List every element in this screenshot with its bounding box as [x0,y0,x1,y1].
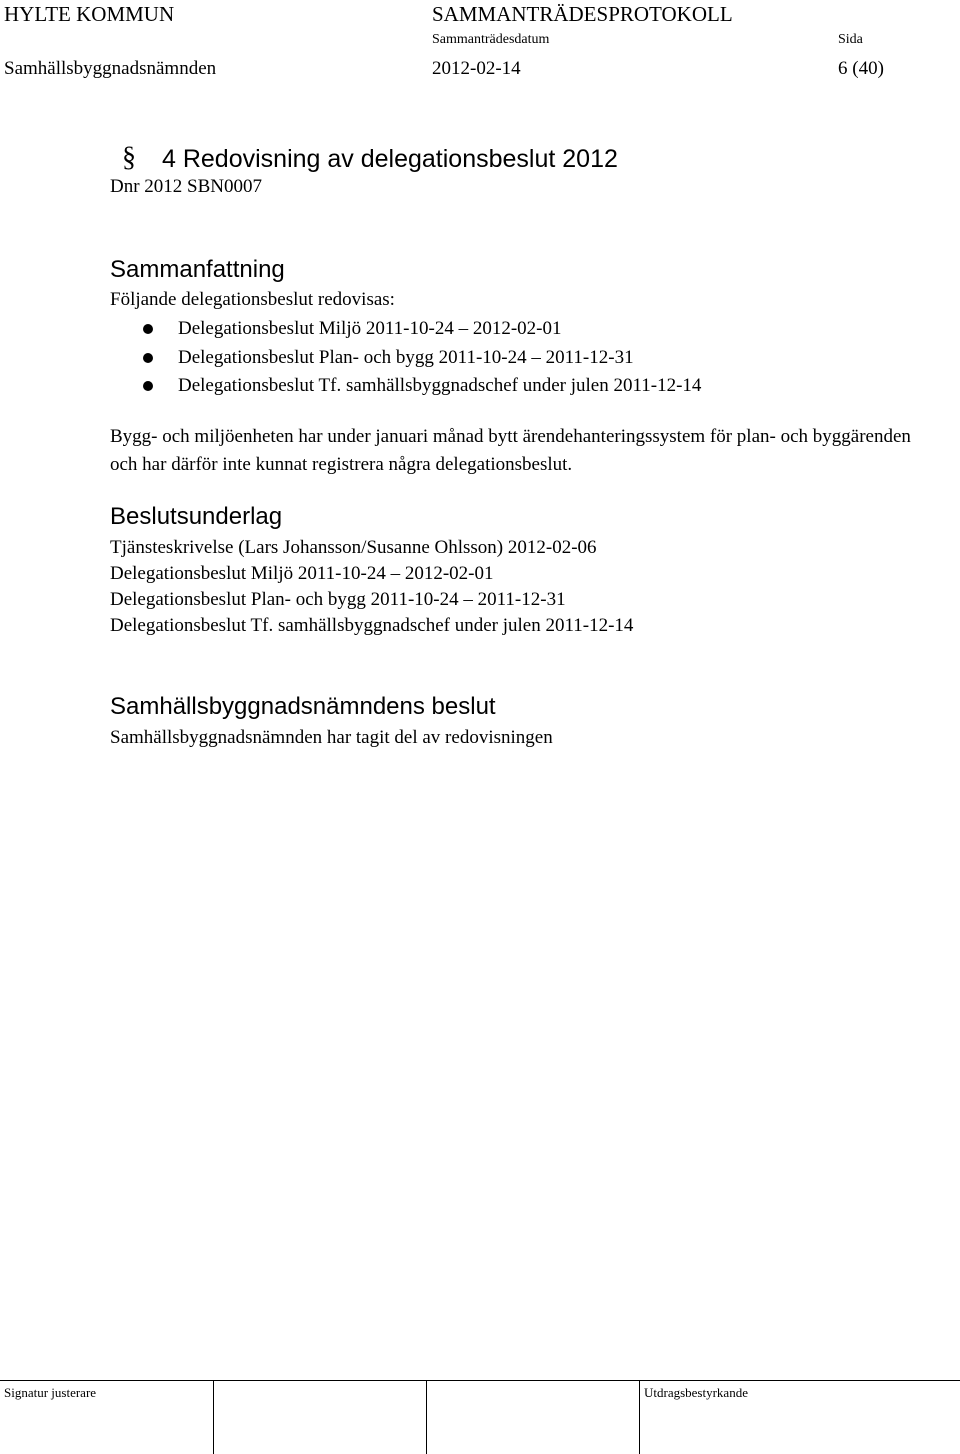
list-item: Delegationsbeslut Miljö 2011-10-24 – 2012-02-01 [110,563,494,584]
bullet-icon [143,381,153,391]
list-item: Delegationsbeslut Plan- och bygg 2011-10-24 – 2011-12-31 [110,346,701,375]
summary-paragraph: Bygg- och miljöenheten har under januari månad bytt ärendehanteringssystem för plan- och byggärenden och har därför inte kunnat registrera några delegationsbeslut. [110,426,911,475]
signature-label: Signatur justerare [4,1385,97,1400]
basis-list [110,535,633,639]
list-item: Delegationsbeslut Tf. samhällsbyggnadschef under julen 2011-12-14 [110,374,701,403]
page-number: 6 (40) [838,58,884,79]
list-item: Delegationsbeslut Miljö 2011-10-24 – 2012-02-01 [110,317,701,346]
committee-name: Samhällsbyggnadsnämnden [4,58,217,79]
list-item: Tjänsteskrivelse (Lars Johansson/Susanne Ohlsson) 2012-02-06 [110,537,597,558]
list-item: Delegationsbeslut Tf. samhällsbyggnadschef under julen 2011-12-14 [110,615,634,636]
footer-column-divider [426,1380,427,1454]
decision-heading: Samhällsbyggnadsnämndens beslut [110,693,496,720]
date-label: Sammanträdesdatum [432,32,550,47]
municipality-name: HYLTE KOMMUN [4,2,175,26]
summary-heading: Sammanfattning [110,256,285,283]
meeting-date: 2012-02-14 [432,58,521,79]
basis-heading: Beslutsunderlag [110,503,283,530]
list-item: Delegationsbeslut Plan- och bygg 2011-10-24 – 2011-12-31 [110,589,566,610]
dnr-number: Dnr 2012 SBN0007 [110,176,263,197]
bullet-icon [143,353,153,363]
footer-divider [0,1380,960,1381]
decision-text: Samhällsbyggnadsnämnden har tagit del av redovisningen [110,727,553,748]
extract-label: Utdragsbestyrkande [644,1385,748,1400]
summary-intro: Följande delegationsbeslut redovisas: [110,289,395,310]
section-title: 4 Redovisning av delegationsbeslut 2012 [162,145,618,173]
page-label: Sida [838,32,863,47]
footer-column-divider [639,1380,640,1454]
summary-bullet-list [110,317,701,403]
bullet-icon [143,324,153,334]
paragraph-sign: § [122,142,136,173]
document-type: SAMMANTRÄDESPROTOKOLL [432,2,733,26]
footer-column-divider [213,1380,214,1454]
